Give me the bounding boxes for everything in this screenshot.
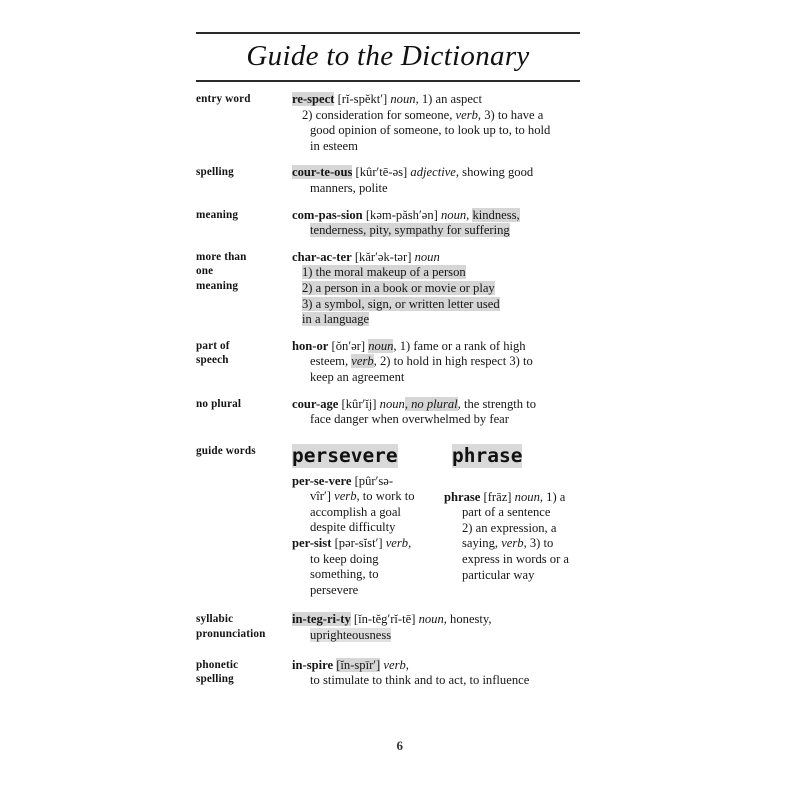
definition-line: to stimulate to think and to act, to influence <box>310 673 530 688</box>
entry-body <box>292 250 616 328</box>
entry-meaning <box>196 208 616 239</box>
sense-line <box>292 312 616 328</box>
page-title: Guide to the Dictionary <box>246 40 530 72</box>
highlighted-headword: in-teg-ri-ty <box>292 612 351 627</box>
definition-line <box>292 489 444 505</box>
definition-text: , honesty, <box>443 612 492 627</box>
pronunciation: [kăr′ək-tər] <box>354 249 412 264</box>
definition-text: , <box>408 536 412 551</box>
headword: char-ac-ter <box>292 249 352 264</box>
highlighted-definition: kindness, <box>472 207 520 222</box>
headword: in-spire <box>292 657 334 672</box>
guide-word-left: persevere <box>292 443 398 467</box>
guide-words-columns <box>292 474 616 599</box>
part-of-speech: noun <box>379 396 405 411</box>
definition-line: persevere <box>310 582 359 597</box>
sense-line <box>292 297 616 313</box>
entry-label-line: meaning <box>196 279 239 292</box>
guide-entry-persist <box>292 536 444 598</box>
definition-text: , 2) to hold in high respect 3) to <box>373 354 533 369</box>
definition-line: something, to <box>310 567 379 582</box>
definition-line: express in words or a <box>462 552 570 567</box>
definition-line: in esteem <box>310 138 358 153</box>
title-block <box>196 32 580 82</box>
guide-entry-persevere <box>292 474 444 536</box>
guide-word-right: phrase <box>452 443 523 467</box>
definition-line <box>292 108 616 124</box>
part-of-speech: verb <box>385 536 409 551</box>
pronunciation: [pûr′sə- <box>354 473 394 488</box>
entry-label-line: spelling <box>196 673 234 686</box>
guide-column-right <box>444 474 584 599</box>
definition-line: good opinion of someone, to look up to, to hold <box>310 123 551 138</box>
part-of-speech: verb <box>383 657 406 672</box>
pronunciation: [frāz] <box>483 489 512 504</box>
guide-entry-phrase <box>444 490 584 584</box>
definition-line: manners, polite <box>310 180 388 195</box>
highlighted-sense: 2) a person in a book or movie or play <box>302 280 495 295</box>
highlighted-sense: 1) the moral makeup of a person <box>302 265 466 280</box>
pronunciation-cont: vîr′] <box>310 489 331 504</box>
definition-text: , 3) to <box>523 536 554 551</box>
entry-entry-word <box>196 92 616 154</box>
entry-label-line: speech <box>196 354 229 367</box>
definition-text: saying, <box>462 536 502 551</box>
sense-text: , 3) to have a <box>477 107 544 122</box>
pronunciation: [rĭ-spĕkt′] <box>337 92 388 106</box>
pronunciation: [ĭn-tĕg′rĭ-tē] <box>353 612 416 627</box>
highlighted-sense: 3) a symbol, sign, or written letter used <box>302 296 500 311</box>
definition-line: face danger when overwhelmed by fear <box>310 412 509 427</box>
part-of-speech: adjective <box>410 165 456 180</box>
guide-words-row <box>196 444 616 470</box>
definition-line: despite difficulty <box>310 520 396 535</box>
definition-text: , to work to <box>356 489 415 504</box>
headword: per-se-vere <box>292 473 352 488</box>
part-of-speech: verb <box>455 107 478 122</box>
entry-label-line: phonetic <box>196 658 239 671</box>
sense-line <box>292 281 616 297</box>
definition-text: , 1) a <box>539 489 566 504</box>
guide-words-pair <box>292 444 616 470</box>
highlighted-label-separator: , <box>404 396 412 411</box>
entry-label <box>196 250 292 294</box>
entry-label <box>196 612 292 641</box>
definition-text: esteem, <box>310 354 352 369</box>
definition-text: , <box>466 207 473 222</box>
entry-label: spelling <box>196 166 234 179</box>
entry-label-line: pronunciation <box>196 628 266 641</box>
highlighted-definition: tenderness, pity, sympathy for suffering <box>310 223 510 238</box>
definition-text: , <box>405 657 409 672</box>
definition-line <box>444 536 584 552</box>
title-rule-bottom <box>196 80 580 82</box>
definition-line: part of a sentence <box>462 505 551 520</box>
entry-label <box>196 658 292 687</box>
part-of-speech: noun <box>514 489 540 504</box>
pronunciation: [kəm-păsh′ən] <box>365 207 438 222</box>
highlighted-no-plural-label: no plural <box>411 396 458 411</box>
highlighted-pronunciation: [ĭn-spīr′] <box>336 657 381 672</box>
entry-label-line: part of <box>196 339 230 352</box>
highlighted-definition: uprighteousness <box>310 628 392 643</box>
part-of-speech: verb <box>334 489 357 504</box>
part-of-speech: noun <box>390 92 416 106</box>
part-of-speech: verb <box>501 536 524 551</box>
entry-label: no plural <box>196 397 242 410</box>
entry-more-than-one-meaning <box>196 250 616 328</box>
definition-line: keep an agreement <box>310 369 405 384</box>
definition-line <box>292 354 616 370</box>
entry-label: guide words <box>196 444 256 457</box>
headword: com-pas-sion <box>292 207 363 222</box>
page-number: 6 <box>396 738 404 753</box>
definition-text: , 1) an aspect <box>415 92 482 106</box>
entry-body <box>292 208 616 239</box>
pronunciation: [kûr′tē-əs] <box>355 165 408 180</box>
guide-column-left <box>292 474 444 599</box>
entry-part-of-speech <box>196 339 616 386</box>
highlighted-part-of-speech: noun <box>368 338 394 353</box>
sense-line <box>292 265 616 281</box>
definition-text: , the strength to <box>457 396 537 411</box>
entry-phonetic-spelling <box>196 658 616 689</box>
headword: per-sist <box>292 536 332 551</box>
part-of-speech: noun <box>418 612 444 627</box>
definition-text: , showing good <box>455 165 534 180</box>
entry-body <box>292 92 616 154</box>
sense-text: 2) consideration for someone, <box>302 107 456 122</box>
part-of-speech: noun <box>440 207 467 222</box>
entry-body <box>292 658 616 689</box>
entry-syllabic-pronunciation <box>196 612 616 643</box>
headword: phrase <box>444 489 481 504</box>
part-of-speech: noun <box>414 249 440 264</box>
entry-spelling <box>196 165 616 196</box>
entry-body <box>292 397 616 428</box>
definition-line <box>292 628 616 644</box>
pronunciation: [ŏn′ər] <box>331 338 366 353</box>
definition-line <box>292 223 616 239</box>
highlighted-part-of-speech: verb <box>351 354 374 369</box>
entry-label-line: more than <box>196 250 247 263</box>
pronunciation: [kûr′ĭj] <box>341 396 377 411</box>
headword: cour-age <box>292 396 339 411</box>
entry-body <box>292 339 616 386</box>
entry-label: entry word <box>196 93 251 105</box>
headword: hon-or <box>292 338 329 353</box>
pronunciation: [pər-sĭst′] <box>334 536 383 551</box>
headword: cour-te-ous <box>292 165 353 180</box>
entry-label-line: one <box>196 265 214 278</box>
entry-body <box>292 165 616 196</box>
entry-label-line: syllabic <box>196 613 234 626</box>
definition-line: particular way <box>462 567 535 582</box>
entry-label: meaning <box>196 208 239 221</box>
headword: re-spect <box>292 92 335 106</box>
definition-line: to keep doing <box>310 551 379 566</box>
entries-list <box>196 92 616 700</box>
highlighted-sense: in a language <box>302 312 370 327</box>
definition-text: , 1) fame or a rank of high <box>393 338 526 353</box>
definition-line: accomplish a goal <box>310 504 401 519</box>
entry-body <box>292 612 616 643</box>
entry-no-plural <box>196 397 616 428</box>
definition-line: 2) an expression, a <box>462 520 557 535</box>
entry-label <box>196 339 292 368</box>
